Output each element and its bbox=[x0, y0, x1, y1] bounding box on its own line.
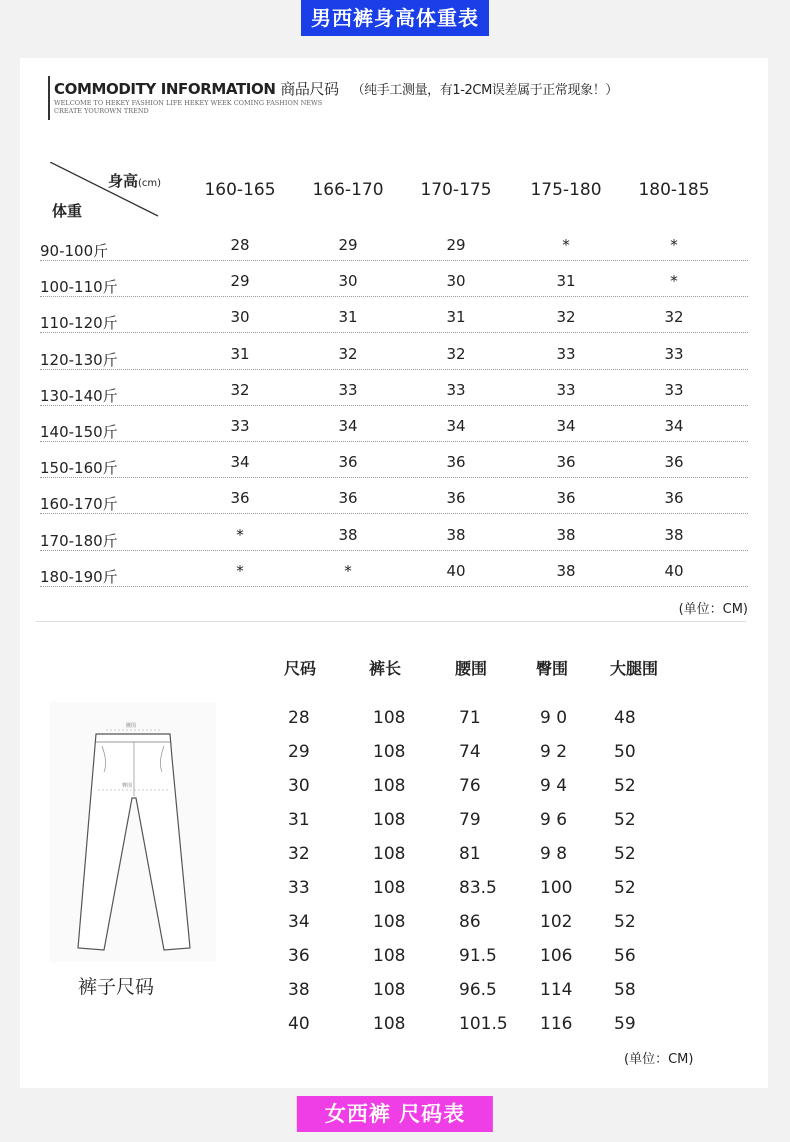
measure-cell: 108 bbox=[373, 844, 406, 864]
size-cell: 36 bbox=[338, 489, 358, 508]
size-cell: 32 bbox=[664, 308, 684, 327]
weight-row-label: 180-190斤 bbox=[40, 567, 118, 586]
measure-cell: 40 bbox=[288, 1014, 310, 1034]
size-cell: * bbox=[236, 525, 244, 544]
size-cell: * bbox=[236, 561, 244, 580]
row-divider bbox=[40, 332, 748, 333]
measure-cell: 108 bbox=[373, 946, 406, 966]
measure-cell: 91.5 bbox=[459, 946, 497, 966]
measure-column-header: 臀围 bbox=[536, 659, 569, 678]
size-cell: 38 bbox=[338, 525, 358, 544]
measure-cell: 52 bbox=[614, 776, 636, 796]
weight-row-label: 170-180斤 bbox=[40, 531, 118, 550]
measure-cell: 58 bbox=[614, 980, 636, 1000]
size-cell: 40 bbox=[664, 561, 684, 580]
measure-cell: 114 bbox=[540, 980, 573, 1000]
measure-cell: 100 bbox=[540, 878, 573, 898]
size-cell: 33 bbox=[446, 380, 466, 399]
size-cell: 38 bbox=[446, 525, 466, 544]
measure-cell: 9 2 bbox=[540, 742, 568, 762]
header-title-en: COMMODITY INFORMATION bbox=[54, 80, 276, 98]
row-divider bbox=[40, 586, 748, 587]
size-cell: 36 bbox=[556, 453, 576, 472]
measure-cell: 108 bbox=[373, 1014, 406, 1034]
height-column-header: 175-180 bbox=[530, 180, 602, 200]
measure-cell: 9 8 bbox=[540, 844, 568, 864]
corner-height-label bbox=[108, 170, 161, 191]
size-cell: 30 bbox=[338, 272, 358, 291]
size-cell: 28 bbox=[230, 236, 250, 254]
weight-row-label: 130-140斤 bbox=[40, 386, 118, 405]
header-accent-bar bbox=[48, 76, 50, 120]
size-cell: 33 bbox=[230, 417, 250, 435]
header-subtitle-line-2: CREATE YOUROWN TREND bbox=[54, 107, 149, 115]
measure-cell: 52 bbox=[614, 912, 636, 932]
size-cell: 38 bbox=[556, 561, 576, 580]
weight-row-label: 160-170斤 bbox=[40, 495, 118, 514]
measure-cell: 101.5 bbox=[459, 1014, 508, 1034]
size-cell: 29 bbox=[230, 272, 250, 291]
size-cell: 32 bbox=[446, 344, 466, 363]
corner-height-text: 身高 bbox=[108, 172, 139, 190]
measure-cell: 34 bbox=[288, 912, 310, 932]
measure-cell: 52 bbox=[614, 878, 636, 898]
size-cell: 36 bbox=[664, 489, 684, 508]
measure-cell: 86 bbox=[459, 912, 481, 932]
measure-cell: 108 bbox=[373, 742, 406, 762]
measure-cell: 9 6 bbox=[540, 810, 568, 830]
header-title-cn: 商品尺码 bbox=[280, 80, 339, 98]
section-divider bbox=[36, 621, 746, 622]
size-cell: 38 bbox=[556, 525, 576, 544]
measure-cell: 59 bbox=[614, 1014, 636, 1034]
measure-cell: 32 bbox=[288, 844, 310, 864]
row-divider bbox=[40, 550, 748, 551]
measure-table-unit: (单位：CM) bbox=[624, 1052, 694, 1067]
size-cell: * bbox=[670, 236, 678, 254]
weight-row-label: 120-130斤 bbox=[40, 350, 118, 369]
measure-cell: 52 bbox=[614, 844, 636, 864]
measure-cell: 108 bbox=[373, 708, 406, 728]
size-cell: 36 bbox=[338, 453, 358, 472]
row-divider bbox=[40, 296, 748, 297]
header-title bbox=[54, 78, 618, 99]
size-cell: * bbox=[344, 561, 352, 580]
size-cell: 36 bbox=[664, 453, 684, 472]
weight-row-label: 140-150斤 bbox=[40, 423, 118, 441]
size-cell: 32 bbox=[556, 308, 576, 327]
measure-column-header: 裤长 bbox=[369, 659, 402, 678]
measure-cell: 9 0 bbox=[540, 708, 568, 728]
measure-cell: 106 bbox=[540, 946, 573, 966]
size-cell: 34 bbox=[230, 453, 250, 472]
measure-cell: 38 bbox=[288, 980, 310, 1000]
header-subtitle bbox=[54, 99, 322, 115]
size-cell: 33 bbox=[664, 344, 684, 363]
measure-cell: 56 bbox=[614, 946, 636, 966]
measure-column-header: 腰围 bbox=[455, 659, 488, 678]
size-cell: 33 bbox=[556, 344, 576, 363]
measure-column-header: 尺码 bbox=[284, 659, 317, 678]
size-cell: 32 bbox=[230, 380, 250, 399]
measure-column-header: 大腿围 bbox=[610, 659, 659, 678]
height-column-header: 160-165 bbox=[204, 180, 276, 200]
waist-diagram-label: 腰围 bbox=[126, 723, 137, 729]
hip-diagram-label: 臀围 bbox=[122, 783, 133, 789]
size-cell: 34 bbox=[556, 417, 576, 435]
measure-cell: 76 bbox=[459, 776, 481, 796]
pants-outline bbox=[48, 698, 218, 968]
size-cell: 33 bbox=[556, 380, 576, 399]
weight-row-label: 110-120斤 bbox=[40, 314, 118, 333]
height-column-header: 166-170 bbox=[312, 180, 384, 200]
content-card bbox=[20, 58, 768, 1088]
size-cell: 29 bbox=[338, 236, 358, 254]
height-column-header: 180-185 bbox=[638, 180, 710, 200]
weight-row-label: 150-160斤 bbox=[40, 459, 118, 478]
measure-cell: 52 bbox=[614, 810, 636, 830]
measure-cell: 116 bbox=[540, 1014, 573, 1034]
measure-cell: 108 bbox=[373, 776, 406, 796]
size-cell: 40 bbox=[446, 561, 466, 580]
size-cell: 36 bbox=[230, 489, 250, 508]
measure-cell: 96.5 bbox=[459, 980, 497, 1000]
size-cell: 31 bbox=[338, 308, 358, 327]
measure-cell: 79 bbox=[459, 810, 481, 830]
pants-diagram bbox=[48, 698, 218, 968]
pants-caption: 裤子尺码 bbox=[78, 976, 155, 998]
measure-cell: 102 bbox=[540, 912, 573, 932]
measure-cell: 30 bbox=[288, 776, 310, 796]
measure-cell: 108 bbox=[373, 810, 406, 830]
size-cell: 30 bbox=[230, 308, 250, 327]
row-divider bbox=[40, 369, 748, 370]
size-cell: 32 bbox=[338, 344, 358, 363]
measure-cell: 108 bbox=[373, 912, 406, 932]
size-cell: 36 bbox=[446, 489, 466, 508]
measure-cell: 48 bbox=[614, 708, 636, 728]
measure-cell: 31 bbox=[288, 810, 310, 830]
header-note: （纯手工测量，有1-2CM误差属于正常现象！） bbox=[351, 83, 618, 98]
size-cell: 34 bbox=[664, 417, 684, 435]
size-cell: 31 bbox=[446, 308, 466, 327]
measure-cell: 28 bbox=[288, 708, 310, 728]
corner-header-cell bbox=[50, 162, 200, 222]
measure-cell: 36 bbox=[288, 946, 310, 966]
measure-cell: 50 bbox=[614, 742, 636, 762]
height-column-header: 170-175 bbox=[420, 180, 492, 200]
measure-cell: 108 bbox=[373, 980, 406, 1000]
measure-cell: 71 bbox=[459, 708, 481, 728]
size-cell: 29 bbox=[446, 236, 466, 254]
measure-cell: 108 bbox=[373, 878, 406, 898]
size-cell: 31 bbox=[230, 344, 250, 363]
size-cell: 33 bbox=[338, 380, 358, 399]
measure-cell: 81 bbox=[459, 844, 481, 864]
measure-cell: 33 bbox=[288, 878, 310, 898]
corner-weight-label: 体重 bbox=[52, 202, 83, 220]
size-cell: 38 bbox=[664, 525, 684, 544]
size-cell: 30 bbox=[446, 272, 466, 291]
size-chart-unit: (单位：CM) bbox=[678, 602, 748, 617]
weight-row-label: 90-100斤 bbox=[40, 242, 109, 260]
measure-cell: 83.5 bbox=[459, 878, 497, 898]
row-divider bbox=[40, 441, 748, 442]
size-cell: 31 bbox=[556, 272, 576, 291]
row-divider bbox=[40, 513, 748, 514]
size-cell: 34 bbox=[338, 417, 358, 435]
row-divider bbox=[40, 477, 748, 478]
row-divider bbox=[40, 260, 748, 261]
size-cell: * bbox=[670, 272, 678, 291]
top-banner: 男西裤身高体重表 bbox=[301, 0, 489, 36]
size-cell: 33 bbox=[664, 380, 684, 399]
size-cell: 36 bbox=[556, 489, 576, 508]
weight-row-label: 100-110斤 bbox=[40, 278, 118, 297]
bottom-banner: 女西裤 尺码表 bbox=[297, 1096, 493, 1132]
size-cell: 34 bbox=[446, 417, 466, 435]
header-subtitle-line-1: WELCOME TO HEKEY FASHION LIFE HEKEY WEEK COMING FASHION NEWS bbox=[54, 99, 323, 107]
measure-cell: 29 bbox=[288, 742, 310, 762]
measure-cell: 74 bbox=[459, 742, 481, 762]
size-cell: 36 bbox=[446, 453, 466, 472]
corner-height-unit: (cm) bbox=[138, 178, 162, 189]
row-divider bbox=[40, 405, 748, 406]
measure-cell: 9 4 bbox=[540, 776, 568, 796]
size-cell: * bbox=[562, 236, 570, 254]
